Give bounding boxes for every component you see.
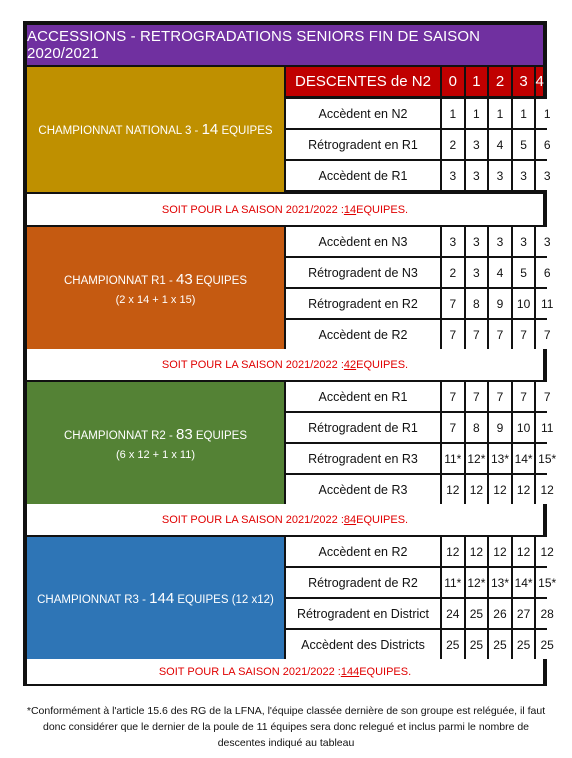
value-cell: 3 — [442, 161, 464, 190]
value-cell: 9 — [489, 413, 511, 442]
value-cell: 25 — [466, 630, 488, 659]
header-col: 1 — [466, 67, 488, 96]
value-cell: 12* — [466, 568, 488, 597]
table-row — [286, 99, 551, 128]
table-row — [286, 475, 554, 504]
value-cell: 7 — [442, 320, 464, 349]
championship-name: CHAMPIONNAT R1 - 43 EQUIPES — [63, 270, 248, 288]
value-cell: 7 — [536, 382, 558, 411]
header-col: 0 — [442, 67, 464, 96]
value-cell: 3 — [466, 161, 488, 190]
value-cell: 25 — [442, 630, 464, 659]
value-cell: 12 — [442, 537, 464, 566]
value-cell: 8 — [466, 413, 488, 442]
value-cell: 27 — [513, 599, 535, 628]
value-cell: 11 — [536, 289, 558, 318]
table-row — [286, 320, 551, 349]
value-cell: 7 — [513, 382, 535, 411]
value-cell: 12* — [466, 444, 488, 473]
championship-composition: (6 x 12 + 1 x 11) — [116, 448, 195, 461]
value-cell: 12 — [489, 537, 511, 566]
row-label: Rétrogradent en R3 — [286, 444, 440, 473]
row-label: Accèdent en N2 — [286, 99, 440, 128]
value-cell: 10 — [513, 289, 535, 318]
value-cell: 7 — [513, 320, 535, 349]
championship-label — [27, 67, 284, 192]
value-cell: 1 — [442, 99, 464, 128]
table-row — [286, 258, 551, 287]
row-label: Accèdent de R3 — [286, 475, 440, 504]
row-label: Rétrogradent en R1 — [286, 130, 440, 159]
value-cell: 2 — [442, 258, 464, 287]
table-row — [286, 413, 554, 442]
championship-label — [27, 227, 284, 349]
value-cell: 7 — [442, 289, 464, 318]
block-r2 — [27, 382, 557, 504]
header-label: DESCENTES de N2 — [286, 67, 440, 96]
table-row — [286, 630, 554, 659]
value-cell: 3 — [466, 258, 488, 287]
season-total: SOIT POUR LA SAISON 2021/2022 : 42 EQUIPES. — [27, 349, 543, 380]
row-label: Accèdent en N3 — [286, 227, 440, 256]
row-label: Accèdent de R1 — [286, 161, 440, 190]
championship-composition: (2 x 14 + 1 x 15) — [115, 293, 196, 306]
table-row — [286, 227, 551, 256]
value-cell: 12 — [536, 475, 558, 504]
footnote: *Conformément à l'article 15.6 des RG de la LFNA, l'équipe classée dernière de son groupe est reléguée, il faut donc considérer que le dernier de la poule de 11 équipes sera donc relegué et inclus parmi le nombre de descentes indiqué au tableau — [26, 705, 546, 749]
value-cell: 7 — [442, 382, 464, 411]
season-total: SOIT POUR LA SAISON 2021/2022 : 144 EQUIPES. — [27, 659, 543, 684]
table-row — [286, 568, 557, 597]
header-row — [286, 67, 543, 96]
value-cell: 25 — [489, 630, 511, 659]
row-label: Rétrogradent de R1 — [286, 413, 440, 442]
championship-label — [27, 537, 284, 659]
value-cell: 10 — [513, 413, 535, 442]
row-label: Accèdent en R1 — [286, 382, 440, 411]
season-total: SOIT POUR LA SAISON 2021/2022 : 14 EQUIPES. — [27, 194, 543, 225]
header-col: 3 — [513, 67, 535, 96]
value-cell: 1 — [466, 99, 488, 128]
value-cell: 4 — [489, 130, 511, 159]
value-cell: 13* — [489, 568, 511, 597]
value-cell: 3 — [536, 161, 558, 190]
value-cell: 24 — [442, 599, 464, 628]
table-row — [286, 161, 551, 190]
championship-name: CHAMPIONNAT R3 - 144 EQUIPES (12 x12) — [37, 589, 274, 607]
row-label: Rétrogradent en District — [286, 599, 440, 628]
table-row — [286, 537, 554, 566]
value-cell: 13* — [489, 444, 511, 473]
value-cell: 6 — [536, 258, 558, 287]
championship-label — [27, 382, 284, 504]
value-cell: 3 — [513, 161, 535, 190]
championship-name: CHAMPIONNAT NATIONAL 3 - 14 EQUIPES — [38, 121, 273, 138]
value-cell: 8 — [466, 289, 488, 318]
championship-name: CHAMPIONNAT R2 - 83 EQUIPES — [63, 425, 248, 443]
value-cell: 12 — [489, 475, 511, 504]
value-cell: 7 — [466, 382, 488, 411]
value-cell: 7 — [466, 320, 488, 349]
block-r3 — [27, 537, 557, 659]
value-cell: 1 — [536, 99, 558, 128]
row-label: Rétrogradent en R2 — [286, 289, 440, 318]
value-cell: 3 — [513, 227, 535, 256]
table-row — [286, 289, 554, 318]
header-col: 2 — [489, 67, 511, 96]
value-cell: 15* — [536, 568, 558, 597]
value-cell: 1 — [513, 99, 535, 128]
value-cell: 12 — [466, 537, 488, 566]
table-row — [286, 130, 551, 159]
header-col: 4 — [536, 67, 543, 96]
accessions-table — [23, 21, 557, 686]
value-cell: 12 — [513, 475, 535, 504]
value-cell: 7 — [489, 382, 511, 411]
value-cell: 12 — [513, 537, 535, 566]
value-cell: 25 — [513, 630, 535, 659]
value-cell: 5 — [513, 130, 535, 159]
value-cell: 3 — [536, 227, 558, 256]
value-cell: 12 — [466, 475, 488, 504]
value-cell: 26 — [489, 599, 511, 628]
value-cell: 3 — [489, 227, 511, 256]
block-n3 — [27, 67, 551, 192]
value-cell: 2 — [442, 130, 464, 159]
value-cell: 3 — [489, 161, 511, 190]
row-label: Accèdent de R2 — [286, 320, 440, 349]
row-label: Rétrogradent de R2 — [286, 568, 440, 597]
row-label: Accèdent en R2 — [286, 537, 440, 566]
value-cell: 7 — [489, 320, 511, 349]
value-cell: 6 — [536, 130, 558, 159]
value-cell: 28 — [536, 599, 558, 628]
value-cell: 25 — [466, 599, 488, 628]
value-cell: 5 — [513, 258, 535, 287]
value-cell: 1 — [489, 99, 511, 128]
table-row — [286, 444, 557, 473]
value-cell: 4 — [489, 258, 511, 287]
value-cell: 7 — [536, 320, 558, 349]
value-cell: 3 — [466, 227, 488, 256]
value-cell: 12 — [442, 475, 464, 504]
value-cell: 3 — [442, 227, 464, 256]
value-cell: 11* — [442, 568, 464, 597]
value-cell: 3 — [466, 130, 488, 159]
value-cell: 11* — [442, 444, 464, 473]
value-cell: 14* — [513, 568, 535, 597]
table-title: ACCESSIONS - RETROGRADATIONS SENIORS FIN DE SAISON 2020/2021 — [27, 25, 543, 65]
block-r1 — [27, 227, 554, 349]
value-cell: 7 — [442, 413, 464, 442]
row-label: Rétrogradent de N3 — [286, 258, 440, 287]
value-cell: 11 — [536, 413, 558, 442]
season-total: SOIT POUR LA SAISON 2021/2022 : 84 EQUIPES. — [27, 504, 543, 535]
value-cell: 12 — [536, 537, 558, 566]
table-row — [286, 599, 554, 628]
value-cell: 9 — [489, 289, 511, 318]
row-label: Accèdent des Districts — [286, 630, 440, 659]
value-cell: 25 — [536, 630, 558, 659]
value-cell: 15* — [536, 444, 558, 473]
table-row — [286, 382, 551, 411]
value-cell: 14* — [513, 444, 535, 473]
